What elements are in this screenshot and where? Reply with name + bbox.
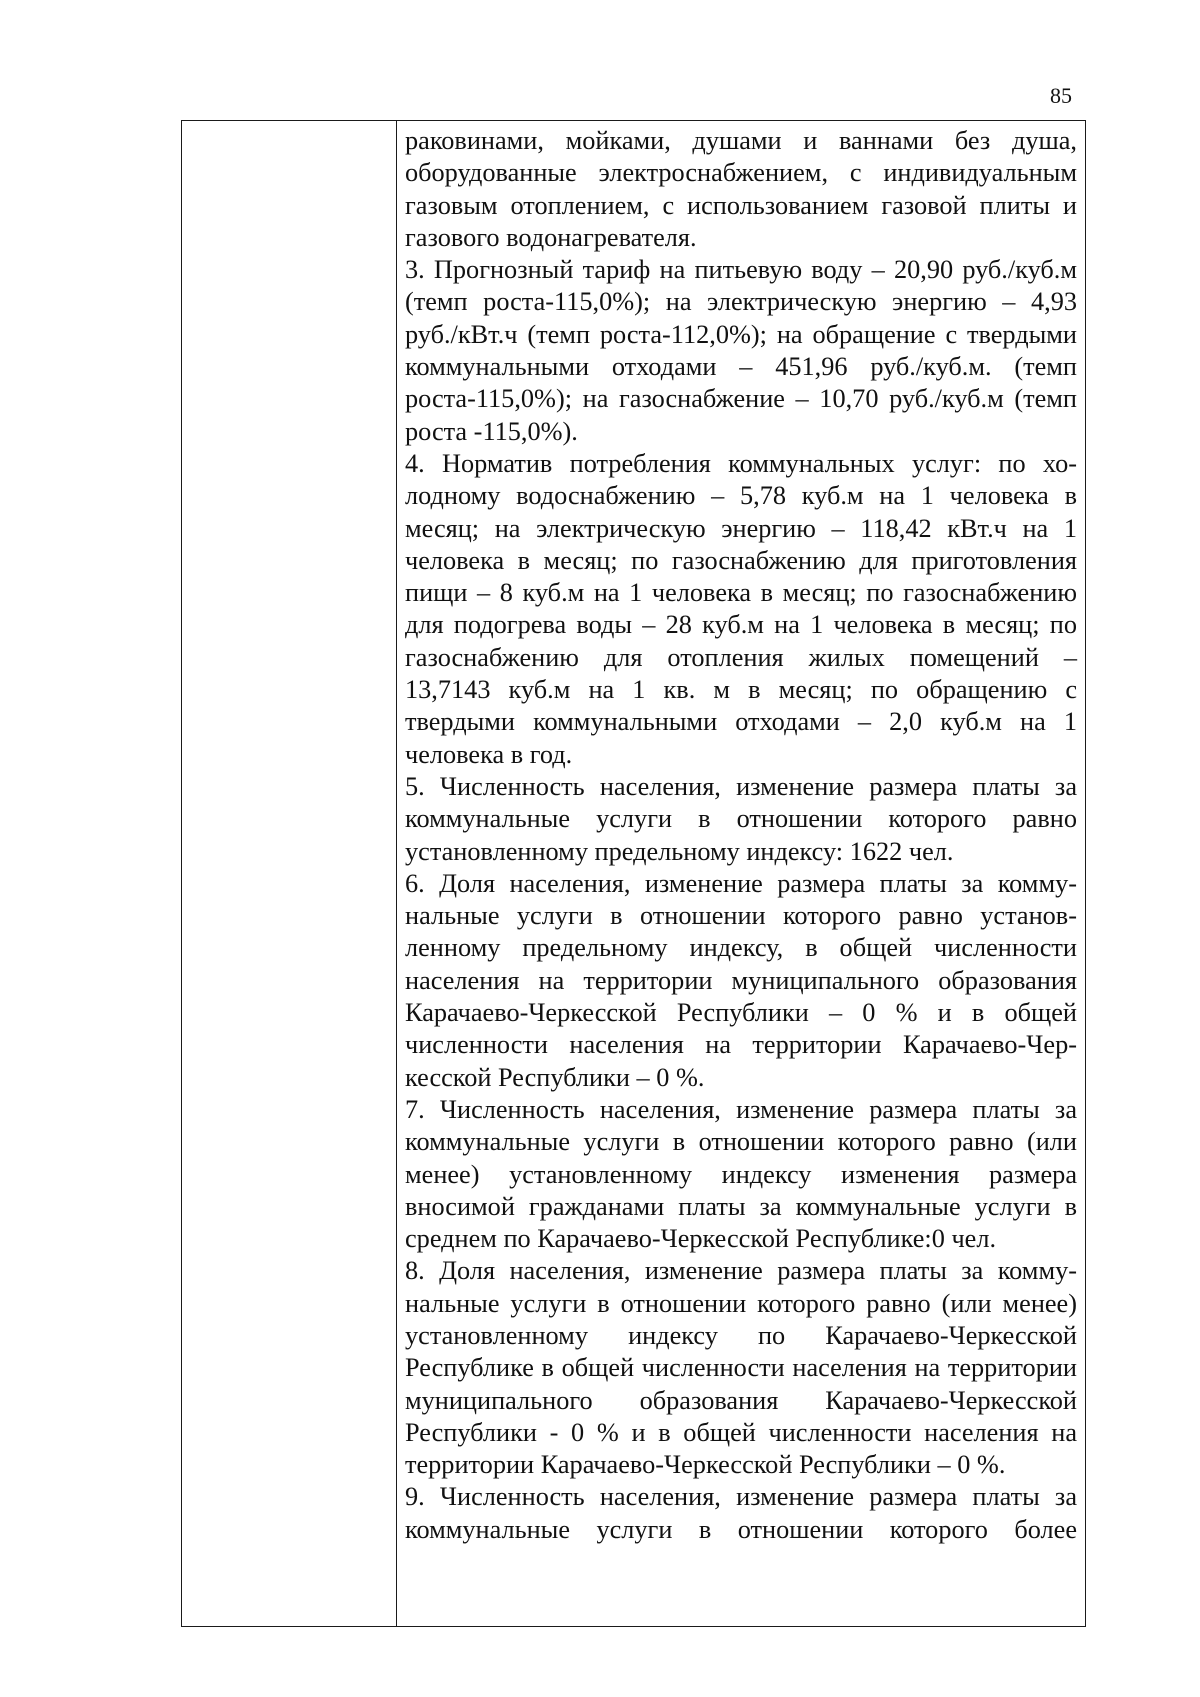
paragraph-item-8: 8. Доля населения, изменение размера платы за коммунальные услуги в отношении которого равно (или менее) установленному индексу по Карачаево-Черкесской Республике в общей численности населения на территории муниципального образования Карачаево-Черкесской Республики - 0 % и в общей численности населения на территории Карачаево-Черкесской Республики – 0 %. [405,1256,1077,1480]
paragraph-item-5: 5. Численность населения, изменение размера платы за коммунальные услуги в отношении которого равно установленному предельному индексу: 1622 чел. [405,771,1077,866]
paragraph-item-9: 9. Численность населения, изменение размера платы за коммунальные услуги в отношении которого более [405,1482,1077,1544]
left-cell [182,121,397,1627]
table-row [182,121,1086,1627]
paragraph-item-4: 4. Норматив потребления коммунальных услуг: по холодному водоснабжению – 5,78 куб.м на 1 человека в месяц; на электрическую энергию – 118,42 кВт.ч на 1 человека в месяц; по газоснабжению для приготовления пищи – 8 куб.м на 1 человека в месяц; по газоснабжению для подогрева воды – 28 куб.м на 1 человека в месяц; по газоснабжению для отопления жилых помещений – 13,7143 куб.м на 1 кв. м в месяц; по обращению с твердыми коммунальными отходами – 2,0 куб.м на 1 человека в год. [405,448,1077,769]
paragraph-item-6: 6. Доля населения, изменение размера платы за коммунальные услуги в отношении которого равно установленному предельному индексу, в общей численности населения на территории муниципального образования Карачаево-Черкесской Республики – 0 % и в общей численности населения на территории Карачаево-Черкесской Республики – 0 %. [405,868,1077,1092]
right-cell [397,121,1086,1627]
paragraph-continuation: раковинами, мойками, душами и ваннами без душа, оборудованные электроснабжением, с индивидуальным газовым отоплением, с использованием газовой плиты и газового водонагревателя. [405,126,1077,252]
document-table [181,120,1086,1627]
paragraph-item-3: 3. Прогнозный тариф на питьевую воду – 20,90 руб./куб.м (темп роста-115,0%); на электрическую энергию – 4,93 руб./кВт.ч (темп роста-112,0%); на обращение с твердыми коммунальными отходами – 451,96 руб./куб.м. (темп роста-115,0%); на газоснабжение – 10,70 руб./куб.м (темп роста -115,0%). [405,255,1077,446]
page-number: 85 [1050,83,1072,108]
paragraph-item-7: 7. Численность населения, изменение размера платы за коммунальные услуги в отношении которого равно (или менее) установленному индексу изменения размера вносимой гражданами платы за коммунальные услуги в среднем по Карачаево-Черкесской Республике:0 чел. [405,1094,1077,1254]
